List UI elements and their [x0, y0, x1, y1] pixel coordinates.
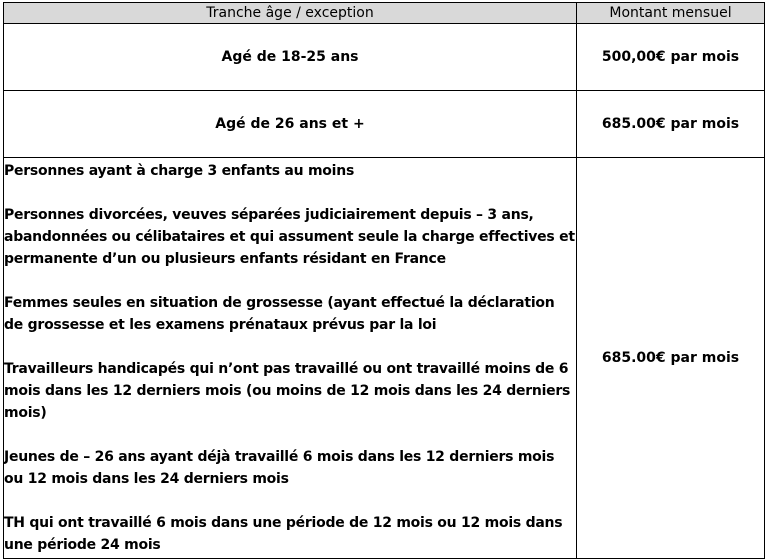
- exception-item: Travailleurs handicapés qui n’ont pas travaillé ou ont travaillé moins de 6 mois dans les 12 derniers mois (ou moins de 12 mois dans les 24 derniers mois): [4, 361, 571, 421]
- row-label-26-plus: Agé de 26 ans et +: [4, 91, 577, 158]
- row-label-18-25: Agé de 18-25 ans: [4, 24, 577, 91]
- exceptions-amount: 685.00€ par mois: [577, 158, 765, 559]
- exception-item: Jeunes de – 26 ans ayant déjà travaillé 6 mois dans les 12 derniers mois ou 12 mois dans les 24 derniers mois: [4, 449, 555, 487]
- exception-item: TH qui ont travaillé 6 mois dans une période de 12 mois ou 12 mois dans une période 24 mois: [4, 515, 563, 553]
- exceptions-cell: [4, 158, 577, 559]
- allocation-table: [3, 2, 765, 559]
- row-amount-26-plus: 685.00€ par mois: [577, 91, 765, 158]
- exception-item: Personnes ayant à charge 3 enfants au moins: [4, 163, 355, 179]
- header-row: [4, 3, 765, 24]
- exception-item: Femmes seules en situation de grossesse (ayant effectué la déclaration de grossesse et les examens prénataux prévus par la loi: [4, 295, 555, 333]
- row-amount-18-25: 500,00€ par mois: [577, 24, 765, 91]
- header-monthly-amount: Montant mensuel: [577, 3, 765, 24]
- exception-item: Personnes divorcées, veuves séparées judiciairement depuis – 3 ans, abandonnées ou célibataires et qui assument seule la charge effectives et permanente d’un ou plusieurs enfants résidant en France: [4, 207, 575, 267]
- table-row: [4, 158, 765, 559]
- table-row: [4, 91, 765, 158]
- header-age-bracket: Tranche âge / exception: [4, 3, 577, 24]
- table-row: [4, 24, 765, 91]
